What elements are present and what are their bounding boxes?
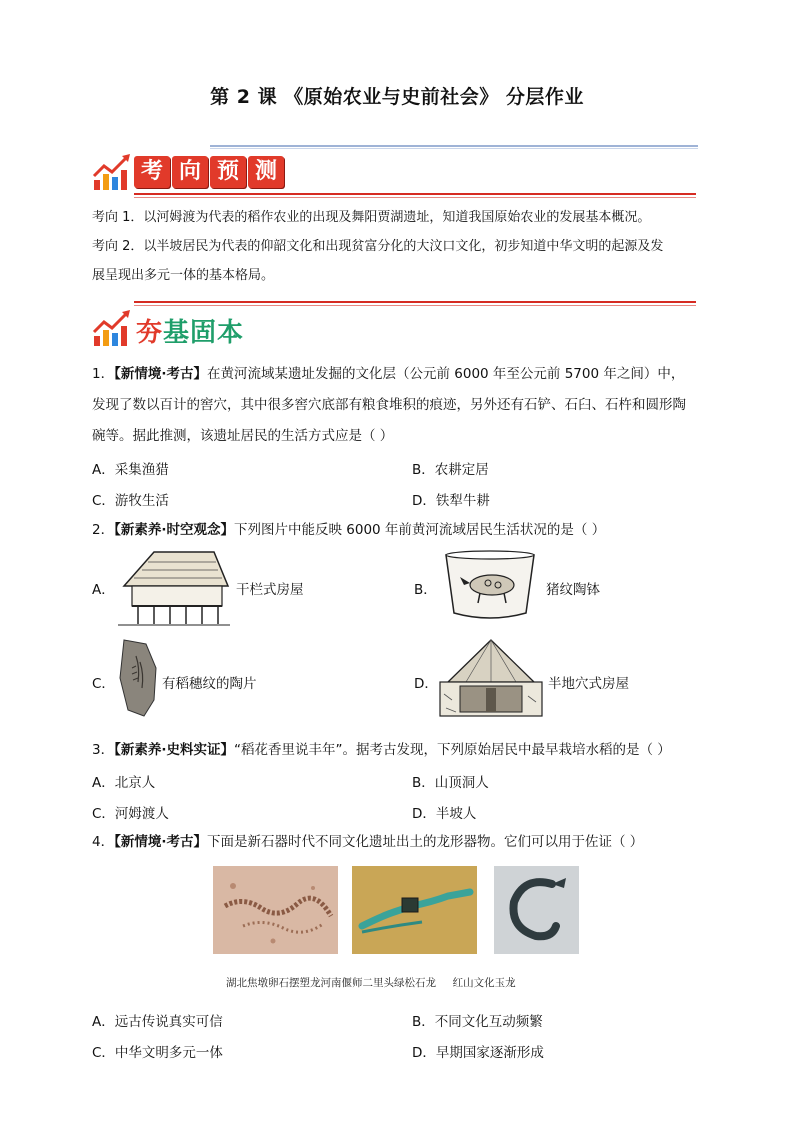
turquoise-dragon-image[interactable]: [352, 866, 477, 954]
question-number: 2．: [92, 522, 115, 538]
stilt-house-image[interactable]: [114, 548, 234, 628]
banner-char: 预: [210, 156, 246, 188]
option-c[interactable]: C．游牧生活: [92, 493, 169, 509]
section-banner-foundation: [136, 312, 244, 349]
section-divider-thin: [134, 197, 696, 198]
question-3: [92, 740, 712, 760]
banner-char: 基固本: [163, 318, 245, 348]
trend-chart-icon: [92, 152, 132, 192]
question-1: [92, 364, 712, 384]
question-number: 4．: [92, 834, 115, 850]
forecast-line-3: 展呈现出多元一体的基本格局。: [92, 268, 275, 283]
section-banner-forecast: [134, 156, 286, 188]
forecast-line-1: 考向 1．以河姆渡为代表的稻作农业的出现及舞阳贾湖遗址，知道我国原始农业的发展基本概况。: [92, 210, 651, 225]
option-c-letter[interactable]: C．: [92, 676, 115, 692]
option-d[interactable]: D．铁犁牛耕: [412, 493, 490, 509]
trend-chart-icon: [92, 308, 132, 348]
question-number: 1．: [92, 366, 115, 382]
question-tag: 【新情境·考古】: [114, 366, 207, 382]
question-1-line-2: 发现了数以百计的窖穴，其中很多窖穴底部有粮食堆积的痕迹，另外还有石铲、石臼、石杵和圆形陶: [92, 397, 686, 413]
option-a-label: 干栏式房屋: [236, 582, 304, 598]
banner-char: 考: [134, 156, 170, 188]
question-tag: 【新素养·史料实证】: [114, 742, 234, 758]
question-text: 下列图片中能反映 6000 年前黄河流域居民生活状况的是（ ）: [233, 522, 606, 538]
option-d-label: 半地穴式房屋: [548, 676, 629, 692]
forecast-line-2: 考向 2．以半坡居民为代表的仰韶文化和出现贫富分化的大汶口文化，初步知道中华文明的起源及发: [92, 239, 664, 254]
option-d[interactable]: D．早期国家逐渐形成: [412, 1045, 544, 1061]
title-divider: [210, 145, 698, 147]
option-c[interactable]: C．中华文明多元一体: [92, 1045, 223, 1061]
option-a[interactable]: A．采集渔猎: [92, 462, 169, 478]
option-b[interactable]: B．山顶洞人: [412, 775, 489, 791]
question-tag: 【新素养·时空观念】: [114, 522, 234, 538]
figure-caption: 湖北焦墩卵石摆塑龙河南偃师二里头绿松石龙 红山文化玉龙: [226, 977, 516, 989]
section-divider: [134, 193, 696, 195]
banner-text: [136, 318, 244, 348]
question-text: “稻花香里说丰年”。据考古发现，下列原始居民中最早栽培水稻的是（ ）: [233, 742, 671, 758]
question-1-line-3: 碗等。据此推测，该遗址居民的生活方式应是（ ）: [92, 428, 394, 444]
question-text: 下面是新石器时代不同文化遗址出土的龙形器物。它们可以用于佐证（ ）: [206, 834, 644, 850]
question-tag: 【新情境·考古】: [114, 834, 207, 850]
rice-pattern-shard-image[interactable]: [116, 638, 160, 718]
option-c-label: 有稻穗纹的陶片: [162, 676, 257, 692]
title-divider-shadow: [210, 148, 698, 149]
option-d-letter[interactable]: D．: [414, 676, 438, 692]
option-b-label: 猪纹陶钵: [546, 582, 600, 598]
option-a[interactable]: A．北京人: [92, 775, 156, 791]
option-b-letter[interactable]: B．: [414, 582, 437, 598]
option-b[interactable]: B．不同文化互动频繁: [412, 1014, 543, 1030]
section-divider: [134, 301, 696, 303]
option-a-letter[interactable]: A．: [92, 582, 115, 598]
option-b[interactable]: B．农耕定居: [412, 462, 489, 478]
banner-char: 夯: [136, 318, 164, 348]
banner-char: 测: [248, 156, 284, 188]
question-4: [92, 832, 712, 852]
banner-char: 向: [172, 156, 208, 188]
option-d[interactable]: D．半坡人: [412, 806, 477, 822]
semi-subterranean-house-image[interactable]: [436, 636, 546, 720]
option-a[interactable]: A．远古传说真实可信: [92, 1014, 223, 1030]
section-divider-thin: [134, 305, 696, 306]
page-title: 第 2 课 《原始农业与史前社会》 分层作业: [210, 86, 584, 108]
option-c[interactable]: C．河姆渡人: [92, 806, 169, 822]
pebble-dragon-image[interactable]: [213, 866, 338, 954]
question-number: 3．: [92, 742, 115, 758]
jade-dragon-image[interactable]: [494, 866, 579, 954]
question-2: [92, 520, 712, 540]
question-text: 在黄河流域某遗址发掘的文化层（公元前 6000 年至公元前 5700 年之间）中，: [206, 366, 685, 382]
pig-pottery-bowl-image[interactable]: [442, 547, 538, 623]
